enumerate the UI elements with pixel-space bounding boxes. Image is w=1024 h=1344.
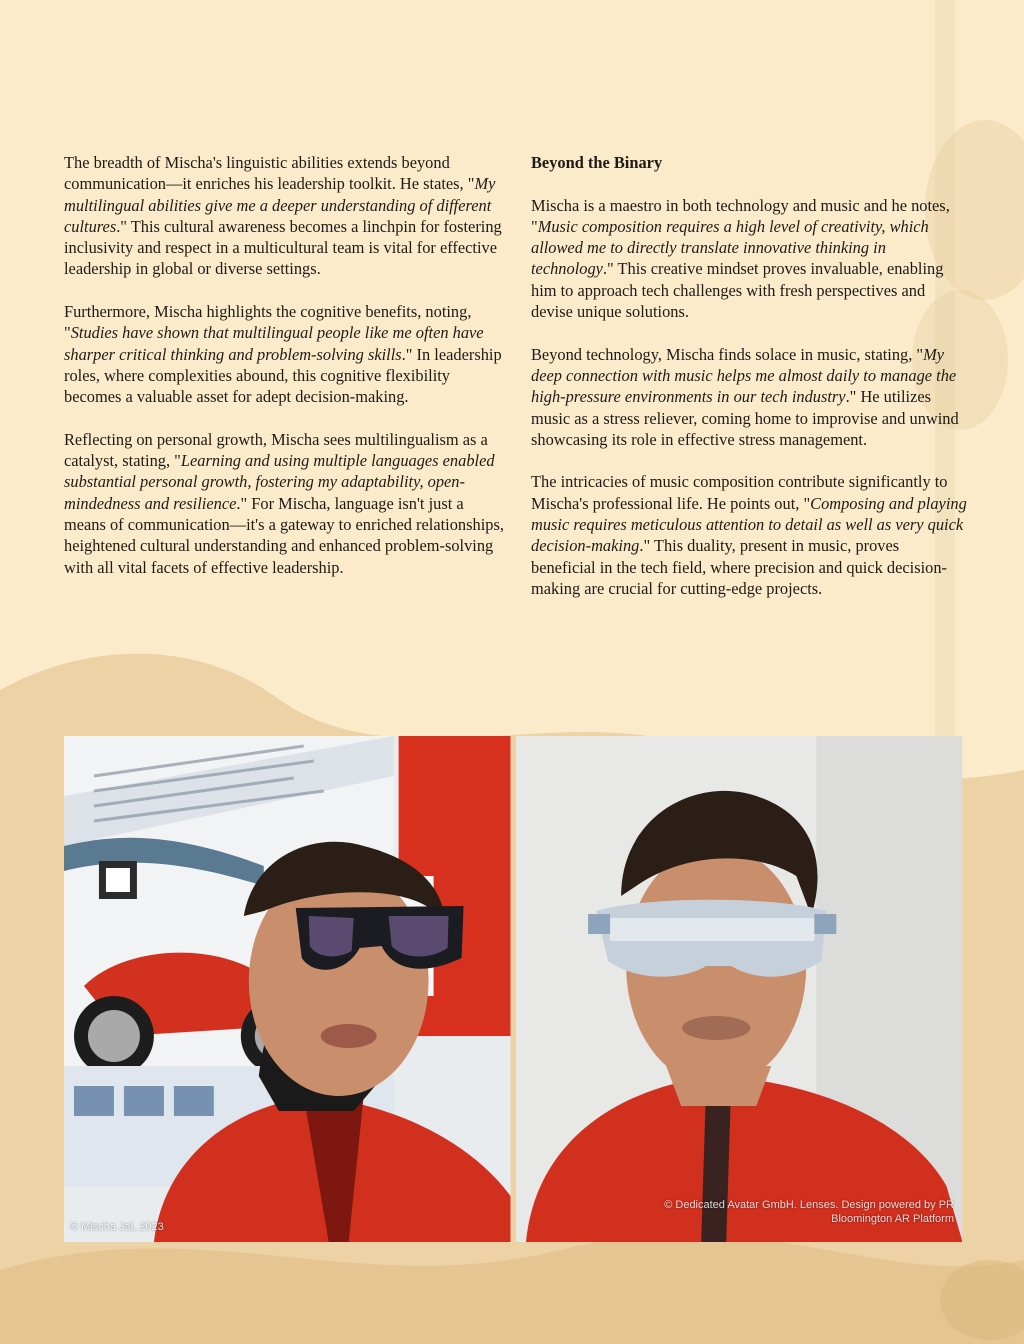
right-column: [531, 152, 967, 621]
section-heading: Beyond the Binary: [531, 153, 663, 172]
photo-right: [516, 736, 963, 1242]
photo-row: [64, 736, 962, 1242]
photo-right-illustration: [516, 736, 963, 1242]
left-column: [64, 152, 504, 599]
quote: Composing and playing music requires meticulous attention to detail as well as very quick decision-making: [531, 493, 967, 556]
paragraph: The intricacies of music composition contribute significantly to Mischa's professional life. He points out, "Composing and playing music requires meticulous attention to detail as well as very quick decision-making." This duality, present in music, proves beneficial in the tech field, where precision and quick decision-making are crucial for cutting-edge projects.: [531, 472, 967, 598]
photo-credit: © Dedicated Avatar GmbH. Lenses. Design powered by PR Bloomington AR Platform: [664, 1199, 954, 1225]
paragraph: Furthermore, Mischa highlights the cognitive benefits, noting, "Studies have shown that multilingual people like me often have sharper critical thinking and problem-solving skills." In leadership roles, where complexities abound, this cognitive flexibility becomes a valuable asset for adept decision-making.: [64, 302, 502, 407]
paragraph: Reflecting on personal growth, Mischa sees multilingualism as a catalyst, stating, "Learning and using multiple languages enabled substantial personal growth, fostering my adaptability, open-mindedness and resilience." For Mischa, language isn't just a means of communication—it's a gateway to enriched relationships, heightened cultural understanding and enhanced problem-solving with all vital facets of effective leadership.: [64, 429, 504, 577]
photo-left: [64, 736, 511, 1242]
quote: Studies have shown that multilingual people like me often have sharper critical thinking and problem-solving skills: [64, 323, 484, 364]
quote: My deep connection with music helps me almost daily to manage the high-pressure environments in our tech industry: [531, 344, 957, 407]
photo-left-illustration: [64, 736, 511, 1242]
quote: Music composition requires a high level of creativity, which allowed me to directly translate innovative thinking in technology: [531, 216, 929, 279]
quote: My multilingual abilities give me a deeper understanding of different cultures: [64, 174, 496, 236]
quote: Learning and using multiple languages enabled substantial personal growth, fostering my adaptability, open-mindedness and resilience: [64, 451, 495, 513]
paragraph: Mischa is a maestro in both technology and music and he notes, "Music composition requires a high level of creativity, which allowed me to directly translate innovative thinking in technology." This creative mindset proves invaluable, enabling him to approach tech challenges with fresh perspectives and devise unique solutions.: [531, 195, 950, 322]
paragraph: Beyond technology, Mischa finds solace in music, stating, "My deep connection with music helps me almost daily to manage the high-pressure environments in our tech industry." He utilizes music as a stress reliever, coming home to improvise and unwind showcasing its role in effective stress management.: [531, 344, 959, 449]
paragraph: The breadth of Mischa's linguistic abilities extends beyond communication—it enriches his leadership toolkit. He states, "My multilingual abilities give me a deeper understanding of different cultures." This cultural awareness becomes a linchpin for fostering inclusivity and respect in a multicultural team is vital for effective leadership in global or diverse settings.: [64, 153, 502, 279]
photo-credit: © Mischa Jal, 2023: [70, 1221, 164, 1233]
